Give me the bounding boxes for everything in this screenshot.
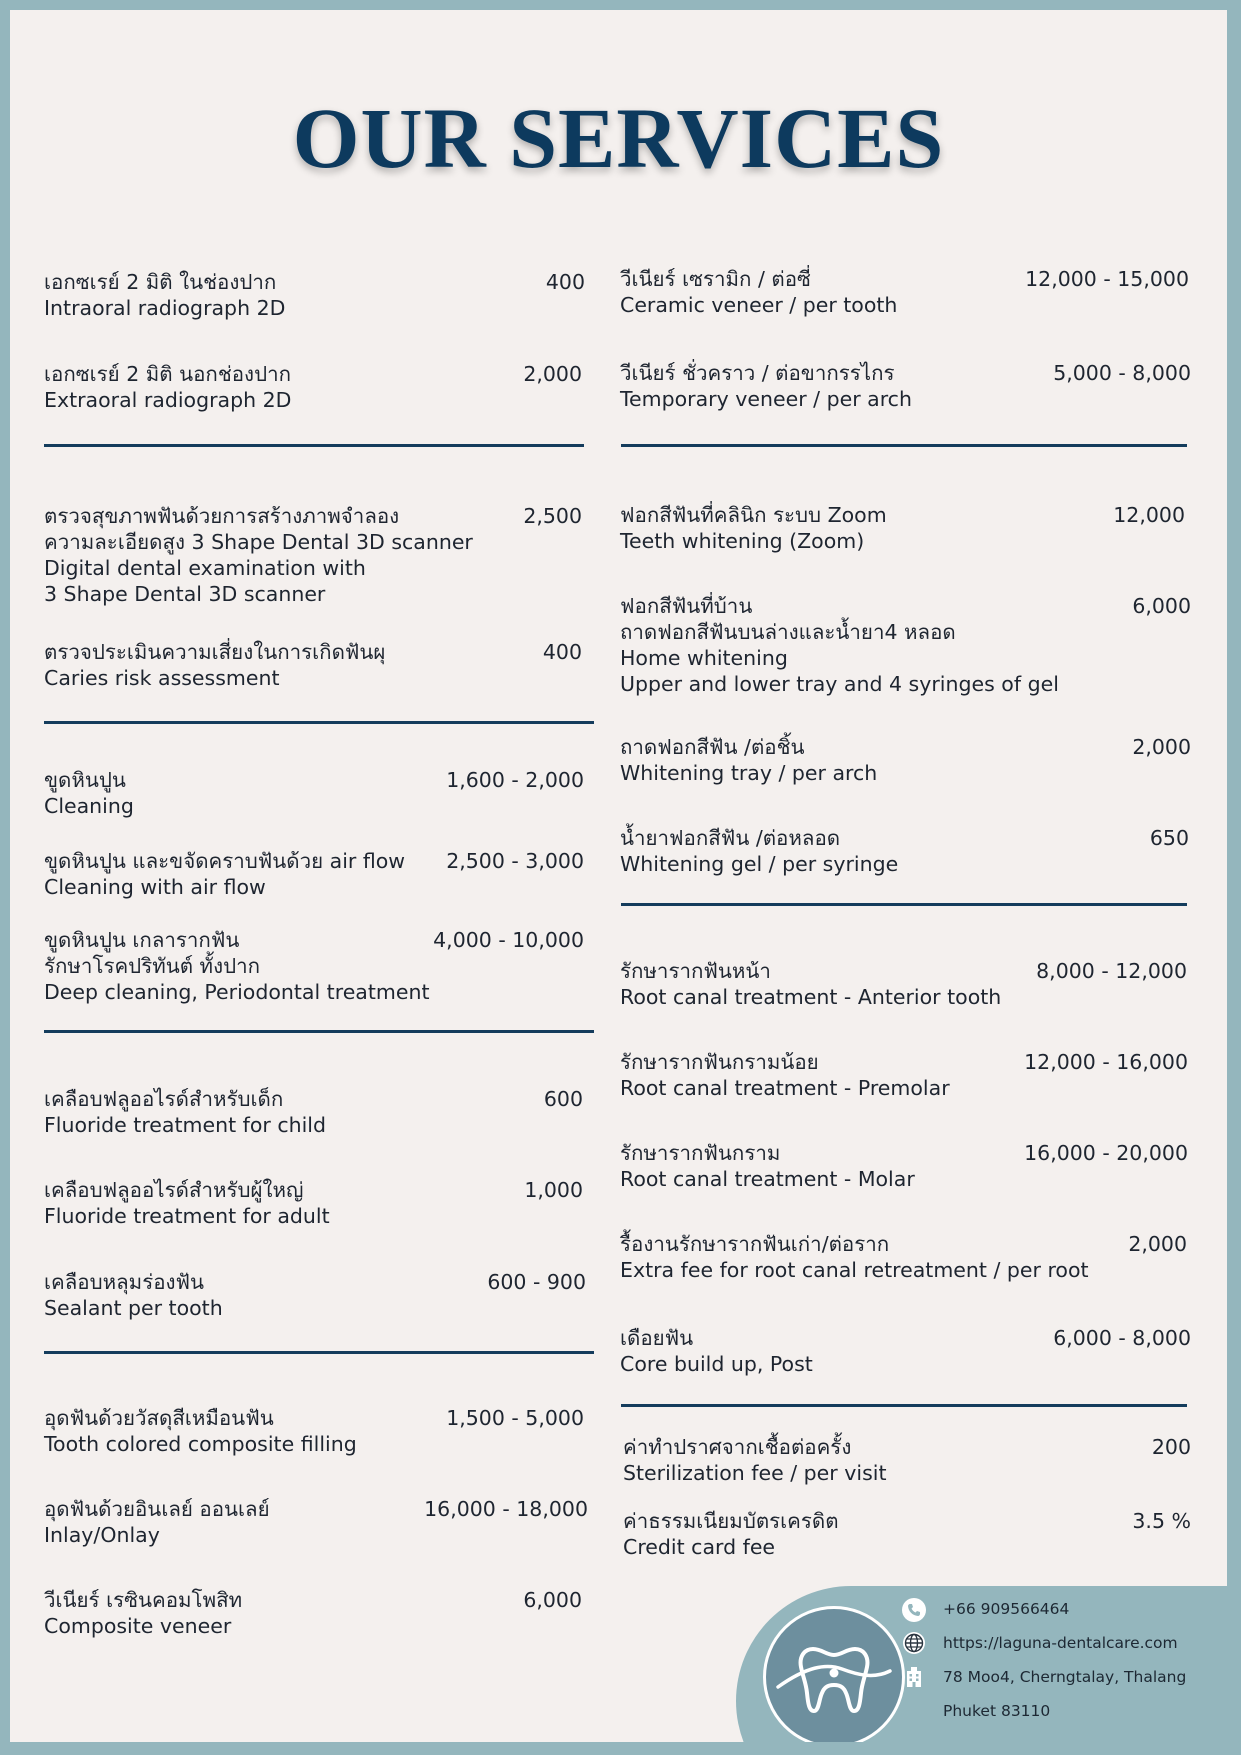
service-item: เอกซเรย์ 2 มิติ นอกช่องปาก Extraoral radiograph 2D <box>44 362 292 412</box>
service-price: 650 <box>1149 826 1189 850</box>
section-divider <box>44 721 594 724</box>
tooth-logo <box>763 1606 905 1742</box>
service-item: ฟอกสีฟันที่บ้าน ถาดฟอกสีฟันบนล่างและน้ำยา4 หลอด Home whitening Upper and lower tray and 4 syringes of gel <box>620 594 1059 696</box>
service-item: ตรวจสุขภาพฟันด้วยการสร้างภาพจำลอง ความละเอียดสูง 3 Shape Dental 3D scanner Digital dental examination with 3 Shape Dental 3D scanner <box>44 504 473 606</box>
service-price: 2,000 <box>523 362 582 386</box>
service-price: 12,000 - 15,000 <box>1025 267 1189 291</box>
phone-number[interactable]: +66 909566464 <box>943 1600 1070 1618</box>
service-item: วีเนียร์ เซรามิก / ต่อซี่ Ceramic veneer / per tooth <box>620 267 898 317</box>
service-item: ถาดฟอกสีฟัน /ต่อชิ้น Whitening tray / per arch <box>620 735 878 785</box>
service-item: เคลือบหลุมร่องฟัน Sealant per tooth <box>44 1270 223 1320</box>
phone-icon <box>902 1598 926 1622</box>
address-line-1: 78 Moo4, Cherngtalay, Thalang <box>943 1668 1187 1686</box>
service-price: 2,000 <box>1128 1232 1187 1256</box>
service-item: ฟอกสีฟันที่คลินิก ระบบ Zoom Teeth whitening (Zoom) <box>620 503 887 553</box>
service-price: 1,500 - 5,000 <box>446 1406 584 1430</box>
service-price: 400 <box>545 270 585 294</box>
service-item: ขูดหินปูน Cleaning <box>44 768 134 818</box>
service-price: 16,000 - 20,000 <box>1024 1141 1188 1165</box>
website-link[interactable]: https://laguna-dentalcare.com <box>943 1634 1178 1652</box>
section-divider <box>621 444 1187 447</box>
service-price: 4,000 - 10,000 <box>433 928 584 952</box>
globe-icon <box>902 1631 926 1655</box>
service-item: ขูดหินปูน เกลารากฟัน รักษาโรคปริทันต์ ทั้งปาก Deep cleaning, Periodontal treatment <box>44 928 430 1004</box>
service-item: รักษารากฟันกรามน้อย Root canal treatment - Premolar <box>620 1050 950 1100</box>
service-price: 8,000 - 12,000 <box>1036 959 1187 983</box>
service-item: รื้องานรักษารากฟันเก่า/ต่อราก Extra fee for root canal retreatment / per root <box>620 1232 1089 1282</box>
service-item: รักษารากฟันหน้า Root canal treatment - Anterior tooth <box>620 959 1002 1009</box>
service-price: 6,000 <box>523 1588 582 1612</box>
building-icon <box>902 1665 926 1689</box>
section-divider <box>44 1351 594 1354</box>
page-title: OUR SERVICES <box>292 90 945 186</box>
service-price: 16,000 - 18,000 <box>424 1497 588 1521</box>
service-price: 400 <box>542 640 582 664</box>
service-item: น้ำยาฟอกสีฟัน /ต่อหลอด Whitening gel / per syringe <box>620 826 899 876</box>
service-price: 6,000 - 8,000 <box>1053 1326 1191 1350</box>
service-item: เคลือบฟลูออไรด์สำหรับเด็ก Fluoride treatment for child <box>44 1087 327 1137</box>
service-price: 6,000 <box>1132 594 1191 618</box>
service-price: 1,000 <box>524 1178 583 1202</box>
service-item: รักษารากฟันกราม Root canal treatment - Molar <box>620 1141 915 1191</box>
service-price: 5,000 - 8,000 <box>1053 361 1191 385</box>
service-item: ค่าทำปราศจากเชื้อต่อครั้ง Sterilization fee / per visit <box>623 1435 887 1485</box>
service-price: 600 <box>543 1087 583 1111</box>
service-item: อุดฟันด้วยวัสดุสีเหมือนฟัน Tooth colored composite filling <box>44 1406 357 1456</box>
service-price: 12,000 <box>1113 503 1185 527</box>
service-item: วีเนียร์ ชั่วคราว / ต่อขากรรไกร Temporary veneer / per arch <box>620 361 912 411</box>
section-divider <box>44 1030 594 1033</box>
section-divider <box>44 444 584 447</box>
service-item: ค่าธรรมเนียมบัตรเครดิต Credit card fee <box>623 1509 839 1559</box>
service-item: ตรวจประเมินความเสี่ยงในการเกิดฟันผุ Caries risk assessment <box>44 640 386 690</box>
service-item: เดือยฟัน Core build up, Post <box>620 1326 813 1376</box>
service-item: อุดฟันด้วยอินเลย์ ออนเลย์ Inlay/Onlay <box>44 1497 270 1547</box>
service-price: 600 - 900 <box>487 1270 586 1294</box>
service-price: 3.5 % <box>1132 1509 1191 1533</box>
section-divider <box>621 1404 1187 1407</box>
services-page <box>10 10 1227 1742</box>
service-price: 2,000 <box>1132 735 1191 759</box>
service-item: เคลือบฟลูออไรด์สำหรับผู้ใหญ่ Fluoride treatment for adult <box>44 1178 330 1228</box>
service-price: 12,000 - 16,000 <box>1024 1050 1188 1074</box>
section-divider <box>621 903 1187 906</box>
service-price: 2,500 - 3,000 <box>446 849 584 873</box>
tooth-icon <box>766 1609 902 1742</box>
service-item: วีเนียร์ เรซินคอมโพสิท Composite veneer <box>44 1588 243 1638</box>
service-price: 200 <box>1151 1435 1191 1459</box>
service-item: ขูดหินปูน และขจัดคราบฟันด้วย air flow Cleaning with air flow <box>44 849 406 899</box>
service-item: เอกซเรย์ 2 มิติ ในช่องปาก Intraoral radiograph 2D <box>44 270 286 320</box>
address-line-2: Phuket 83110 <box>943 1702 1051 1720</box>
service-price: 2,500 <box>523 504 582 528</box>
service-price: 1,600 - 2,000 <box>446 768 584 792</box>
